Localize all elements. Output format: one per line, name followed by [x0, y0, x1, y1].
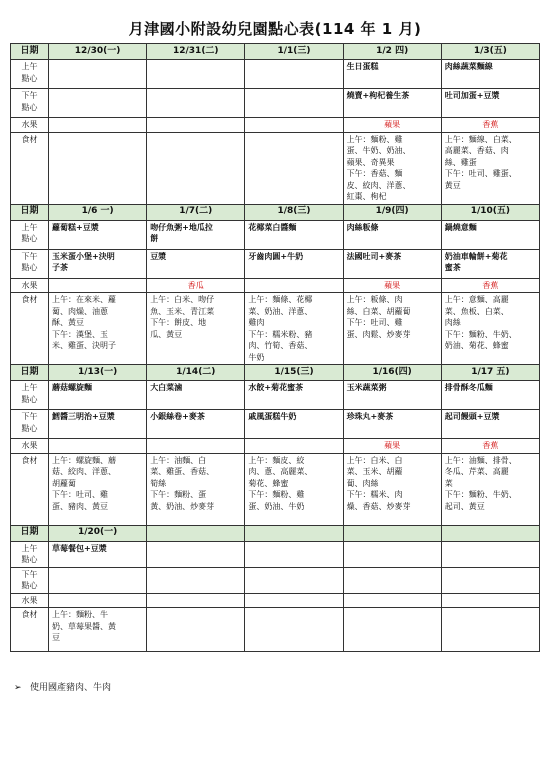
am-snack-row [11, 60, 540, 89]
ingredients-row [11, 132, 540, 204]
am-snack-cell: 水餃+菊花蜜茶 [245, 381, 343, 410]
fruit-label: 水果 [11, 278, 49, 293]
fruit-cell: 蘋果 [343, 439, 441, 454]
ingredients-cell: 上午：在來米、蘿 蔔、肉燥、油蔥 酥、黃豆 下午：漢堡、玉 米、雞蛋、決明子 [49, 293, 147, 365]
date-cell: 1/13(一) [49, 365, 147, 381]
date-header-row [11, 44, 540, 60]
page-title: 月津國小附設幼兒園點心表(114 年 1 月) [128, 20, 422, 38]
pm-snack-cell: 玉米蛋小堡+決明 子茶 [49, 249, 147, 278]
pm-snack-cell: 小銀絲卷+麥茶 [147, 410, 245, 439]
pm-snack-cell [147, 89, 245, 118]
ingredients-cell [49, 132, 147, 204]
am-snack-cell [147, 541, 245, 567]
ingredients-cell: 上午：白米、吻仔 魚、玉米、青江菜 下午：餅皮、地 瓜、黃豆 [147, 293, 245, 365]
date-header-row [11, 204, 540, 220]
pm-snack-cell: 燒賣+枸杞養生茶 [343, 89, 441, 118]
ingredients-row [11, 608, 540, 652]
ingredients-cell: 上午：白米、白 菜、玉米、胡蘿 蔔、肉絲 下午：糯米、肉 燥、香菇、炒麥芽 [343, 453, 441, 525]
fruit-cell: 蘋果 [343, 118, 441, 133]
fruit-cell [49, 439, 147, 454]
pm-snack-cell [245, 567, 343, 593]
pm-snack-label: 下午 點心 [11, 410, 49, 439]
fruit-label: 水果 [11, 593, 49, 608]
ingredients-cell [245, 132, 343, 204]
fruit-row [11, 593, 540, 608]
date-cell: 1/16(四) [343, 365, 441, 381]
am-snack-cell [245, 60, 343, 89]
pm-snack-row [11, 249, 540, 278]
fruit-label: 水果 [11, 439, 49, 454]
am-snack-row [11, 381, 540, 410]
pm-snack-cell: 牙齒肉圓+牛奶 [245, 249, 343, 278]
pm-snack-cell: 珍珠丸+麥茶 [343, 410, 441, 439]
pm-snack-cell [441, 567, 539, 593]
am-snack-label: 上午 點心 [11, 541, 49, 567]
fruit-cell: 香蕉 [441, 278, 539, 293]
fruit-row [11, 118, 540, 133]
am-snack-cell [343, 541, 441, 567]
date-header-row [11, 365, 540, 381]
fruit-cell: 香瓜 [147, 278, 245, 293]
am-snack-label: 上午 點心 [11, 381, 49, 410]
fruit-cell [441, 593, 539, 608]
pm-snack-label: 下午 點心 [11, 89, 49, 118]
date-cell: 1/20(一) [49, 525, 147, 541]
fruit-cell [49, 593, 147, 608]
fruit-label: 水果 [11, 118, 49, 133]
date-label: 日期 [11, 44, 49, 60]
pm-snack-cell: 鱈醬三明治+豆漿 [49, 410, 147, 439]
date-cell: 1/15(三) [245, 365, 343, 381]
pm-snack-cell [343, 567, 441, 593]
am-snack-cell [147, 60, 245, 89]
pm-snack-cell [49, 89, 147, 118]
am-snack-cell [441, 541, 539, 567]
ingredients-cell [147, 132, 245, 204]
date-header-row [11, 525, 540, 541]
pm-snack-cell: 戚風蛋糕牛奶 [245, 410, 343, 439]
pm-snack-cell: 豆漿 [147, 249, 245, 278]
ingredients-cell [245, 608, 343, 652]
note-line [14, 680, 111, 693]
date-cell: 1/9(四) [343, 204, 441, 220]
date-cell: 1/14(二) [147, 365, 245, 381]
am-snack-cell: 蘑菇螺旋麵 [49, 381, 147, 410]
date-cell [147, 525, 245, 541]
pm-snack-cell [147, 567, 245, 593]
date-cell [343, 525, 441, 541]
pm-snack-cell: 奶油車輪餅+菊花 蜜茶 [441, 249, 539, 278]
ingredients-label: 食材 [11, 293, 49, 365]
fruit-cell [245, 118, 343, 133]
ingredients-cell [441, 608, 539, 652]
date-cell: 1/8(三) [245, 204, 343, 220]
date-cell [441, 525, 539, 541]
pm-snack-cell [245, 89, 343, 118]
am-snack-row [11, 541, 540, 567]
ingredients-cell [343, 608, 441, 652]
pm-snack-cell: 起司饅頭+豆漿 [441, 410, 539, 439]
pm-snack-cell: 法國吐司+麥茶 [343, 249, 441, 278]
pm-snack-cell [49, 567, 147, 593]
ingredients-cell: 上午：麵條、花椰 菜、奶油、洋蔥、 雞肉 下午：糯米粉、豬 肉、竹筍、香菇、 牛奶 [245, 293, 343, 365]
ingredients-cell: 上午：麵皮、絞 肉、蔥、高麗菜、 菊花、蜂蜜 下午：麵粉、雞 蛋、奶油、牛奶 [245, 453, 343, 525]
date-cell: 1/2 四) [343, 44, 441, 60]
am-snack-cell: 大白菜滷 [147, 381, 245, 410]
note-text: 使用國產豬肉、牛肉 [30, 683, 112, 693]
fruit-cell [245, 439, 343, 454]
date-cell: 12/30(一) [49, 44, 147, 60]
fruit-cell [245, 593, 343, 608]
am-snack-cell: 鍋燒意麵 [441, 220, 539, 249]
ingredients-cell: 上午：粄條、肉 絲、白菜、胡蘿蔔 下午：吐司、雞 蛋、肉鬆、炒麥芽 [343, 293, 441, 365]
fruit-row [11, 439, 540, 454]
date-cell: 1/17 五) [441, 365, 539, 381]
pm-snack-row [11, 89, 540, 118]
am-snack-label: 上午 點心 [11, 220, 49, 249]
pm-snack-cell: 吐司加蛋+豆漿 [441, 89, 539, 118]
date-cell: 1/6 一) [49, 204, 147, 220]
snack-menu-table [10, 43, 540, 652]
fruit-cell [147, 593, 245, 608]
ingredients-label: 食材 [11, 608, 49, 652]
am-snack-cell: 排骨酥冬瓜麵 [441, 381, 539, 410]
date-label: 日期 [11, 525, 49, 541]
fruit-cell [147, 439, 245, 454]
date-cell: 1/3(五) [441, 44, 539, 60]
date-label: 日期 [11, 365, 49, 381]
ingredients-cell: 上午：油麵、排骨、 冬瓜、芹菜、高麗 菜 下午：麵粉、牛奶、 起司、黃豆 [441, 453, 539, 525]
date-cell: 1/1(三) [245, 44, 343, 60]
fruit-cell [49, 118, 147, 133]
ingredients-row [11, 293, 540, 365]
ingredients-cell: 上午：油麵、白 菜、雞蛋、香菇、 筍絲 下午：麵粉、蛋 黃、奶油、炒麥芽 [147, 453, 245, 525]
ingredients-label: 食材 [11, 453, 49, 525]
snack-menu-body [11, 44, 540, 652]
am-snack-row [11, 220, 540, 249]
arrow-bullet-icon: ➢ [14, 683, 22, 693]
fruit-cell: 香蕉 [441, 118, 539, 133]
date-cell [245, 525, 343, 541]
am-snack-cell: 玉米蔬菜粥 [343, 381, 441, 410]
ingredients-row [11, 453, 540, 525]
fruit-cell [245, 278, 343, 293]
pm-snack-row [11, 567, 540, 593]
am-snack-cell: 花椰菜白醬麵 [245, 220, 343, 249]
pm-snack-row [11, 410, 540, 439]
am-snack-cell [245, 541, 343, 567]
ingredients-cell: 上午：麵線、白菜、 高麗菜、香菇、肉 絲、雞蛋 下午：吐司、雞蛋、 黃豆 [441, 132, 539, 204]
fruit-cell [147, 118, 245, 133]
ingredients-cell [147, 608, 245, 652]
date-cell: 12/31(二) [147, 44, 245, 60]
pm-snack-label: 下午 點心 [11, 249, 49, 278]
fruit-cell [343, 593, 441, 608]
am-snack-label: 上午 點心 [11, 60, 49, 89]
fruit-cell [49, 278, 147, 293]
date-cell: 1/7(二) [147, 204, 245, 220]
ingredients-label: 食材 [11, 132, 49, 204]
am-snack-cell: 吻仔魚粥+地瓜拉 餅 [147, 220, 245, 249]
am-snack-cell: 肉絲粄條 [343, 220, 441, 249]
fruit-cell: 香蕉 [441, 439, 539, 454]
am-snack-cell: 蘿蔔糕+豆漿 [49, 220, 147, 249]
am-snack-cell: 草莓餐包+豆漿 [49, 541, 147, 567]
ingredients-cell: 上午：意麵、高麗 菜、魚板、白菜、 肉絲 下午：麵粉、牛奶、 奶油、菊花、蜂蜜 [441, 293, 539, 365]
am-snack-cell: 生日蛋糕 [343, 60, 441, 89]
ingredients-cell: 上午：麵粉、雞 蛋、牛奶、奶油、 蘋果、奇異果 下午：香菇、麵 皮、絞肉、洋蔥、 紅棗、枸杞 [343, 132, 441, 204]
ingredients-cell: 上午：麵粉、牛 奶、草莓果醬、黃 豆 [49, 608, 147, 652]
fruit-row [11, 278, 540, 293]
date-label: 日期 [11, 204, 49, 220]
am-snack-cell [49, 60, 147, 89]
pm-snack-label: 下午 點心 [11, 567, 49, 593]
am-snack-cell: 肉絲蔬菜麵線 [441, 60, 539, 89]
ingredients-cell: 上午：螺旋麵、蘑 菇、絞肉、洋蔥、 胡蘿蔔 下午：吐司、雞 蛋、豬肉、黃豆 [49, 453, 147, 525]
date-cell: 1/10(五) [441, 204, 539, 220]
fruit-cell: 蘋果 [343, 278, 441, 293]
